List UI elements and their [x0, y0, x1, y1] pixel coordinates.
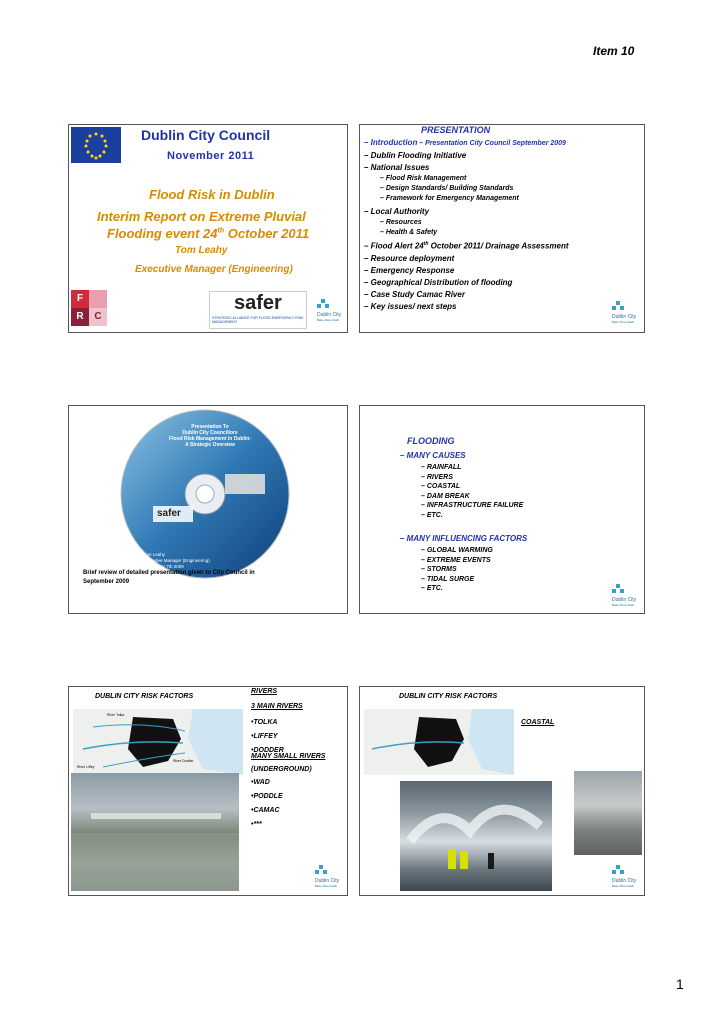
slide2-heading: PRESENTATION	[421, 125, 491, 135]
small-river-list	[251, 776, 283, 832]
flood-photo	[71, 773, 239, 891]
slide-4	[359, 405, 645, 614]
agenda-item: – Dublin Flooding Initiative	[364, 151, 467, 160]
list-item: •WAD	[251, 779, 270, 786]
cd-title: Presentation To Dublin City Councillors Flood Risk Management in Dublin: A Strategic Overview	[169, 424, 251, 448]
slide6-heading: DUBLIN CITY RISK FACTORS	[399, 693, 498, 700]
presenter-role: Executive Manager (Engineering)	[135, 264, 293, 275]
small-rivers: MANY SMALL RIVERS	[251, 753, 326, 760]
dublin-city-logo: Dublin City Baile Átha Cliath	[606, 301, 645, 329]
coastal-map	[364, 709, 514, 775]
rivers-map	[73, 709, 243, 775]
item-label: Item 10	[593, 44, 635, 58]
agenda-item: – Geographical Distribution of flooding	[364, 278, 513, 287]
river-list	[251, 716, 284, 758]
page-number: 1	[676, 976, 684, 992]
waves-photo	[400, 781, 552, 891]
agenda-subitem: – Framework for Emergency Management	[380, 195, 519, 202]
eu-stars-icon	[71, 127, 121, 163]
agenda-item: – National Issues	[364, 163, 430, 172]
agenda-subitem: – Flood Risk Management	[380, 175, 467, 182]
map-label: River Tolka	[107, 713, 125, 717]
list-item: – ETC.	[421, 585, 443, 592]
dublin-city-logo: Dublin City Baile Átha Cliath	[311, 299, 348, 327]
slide-1	[68, 124, 348, 333]
list-item: •TOLKA	[251, 719, 278, 726]
agenda-item: – Local Authority	[364, 207, 430, 216]
list-item: – RAINFALL	[421, 464, 462, 471]
waves-icon	[400, 781, 552, 891]
agenda-item: – Key issues/ next steps	[364, 302, 457, 311]
list-item: – STORMS	[421, 566, 457, 573]
cd-safer-label: safer	[157, 508, 181, 519]
dublin-city-logo: Dublin City Baile Átha Cliath	[606, 865, 645, 893]
factor-list	[421, 546, 493, 594]
cause-list	[421, 463, 523, 520]
map-label: River Dodder	[173, 759, 194, 763]
safer-logo: safer STRATEGIC ALLIANCE FOR FLOOD EMERGENCY RISK MANAGEMENT	[209, 291, 307, 329]
slide-2	[359, 124, 645, 333]
underground: (UNDERGROUND)	[251, 766, 312, 773]
list-item: •DODDER	[251, 747, 284, 754]
list-item: – TIDAL SURGE	[421, 575, 475, 583]
list-item: •CAMAC	[251, 807, 280, 814]
agenda-subitem: – Resources	[380, 219, 422, 226]
street-photo	[574, 771, 642, 855]
intro-line: – Introduction – Presentation City Council September 2009	[364, 138, 566, 147]
slide1-date: November 2011	[167, 150, 255, 162]
agenda-item: – Emergency Response	[364, 266, 455, 275]
org-name: Dublin City Council	[141, 127, 271, 143]
list-item: – DAM BREAK	[421, 492, 470, 500]
slide1-title: Flood Risk in Dublin	[149, 187, 275, 202]
rivers-title: RIVERS	[251, 688, 278, 695]
list-item: – EXTREME EVENTS	[421, 556, 491, 564]
list-item: •***	[251, 821, 262, 828]
dublin-city-logo: Dublin City Baile Átha Cliath	[606, 584, 645, 612]
slide1-subtitle-1: Interim Report on Extreme Pluvial	[97, 209, 306, 224]
slide-6	[359, 686, 645, 896]
factors-label: – MANY INFLUENCING FACTORS	[400, 534, 528, 543]
slide-5	[68, 686, 348, 896]
list-item: – RIVERS	[421, 473, 453, 481]
agenda-subitem: – Health & Safety	[380, 229, 438, 236]
agenda-item: – Resource deployment	[364, 254, 455, 263]
presenter-name: Tom Leahy	[175, 245, 228, 256]
agenda-subitem: – Design Standards/ Building Standards	[380, 185, 514, 192]
slide-3	[68, 405, 348, 614]
list-item: – COASTAL	[421, 483, 461, 490]
list-item: – ETC.	[421, 511, 443, 519]
agenda-item-alert: – Flood Alert 24th October 2011/ Drainage Assessment	[364, 241, 569, 251]
cd-presenter: Tom Leahy Executive Manager (Engineering) September 7th 2009	[143, 552, 210, 569]
dublin-city-logo: Dublin City Baile Átha Cliath	[309, 865, 348, 893]
slide1-subtitle-2: Flooding event 24th October 2011	[107, 226, 310, 241]
list-item: – GLOBAL WARMING	[421, 547, 493, 554]
list-item: •PODDLE	[251, 793, 283, 800]
slide5-heading: DUBLIN CITY RISK FACTORS	[95, 693, 194, 700]
eu-flag	[71, 127, 121, 163]
coastal-label: COASTAL	[521, 719, 555, 726]
list-item: – INFRASTRUCTURE FAILURE	[421, 502, 524, 509]
map-label: River Liffey	[77, 765, 95, 769]
slide4-heading: FLOODING	[407, 436, 455, 446]
frc-logo: F R C	[71, 290, 107, 328]
agenda-item: – Case Study Camac River	[364, 290, 465, 299]
main-rivers: 3 MAIN RIVERS	[251, 703, 303, 710]
causes-label: – MANY CAUSES	[400, 451, 466, 460]
list-item: •LIFFEY	[251, 733, 278, 740]
slide3-caption: Brief review of detailed presentation given to City Council in September 2009	[83, 570, 255, 585]
